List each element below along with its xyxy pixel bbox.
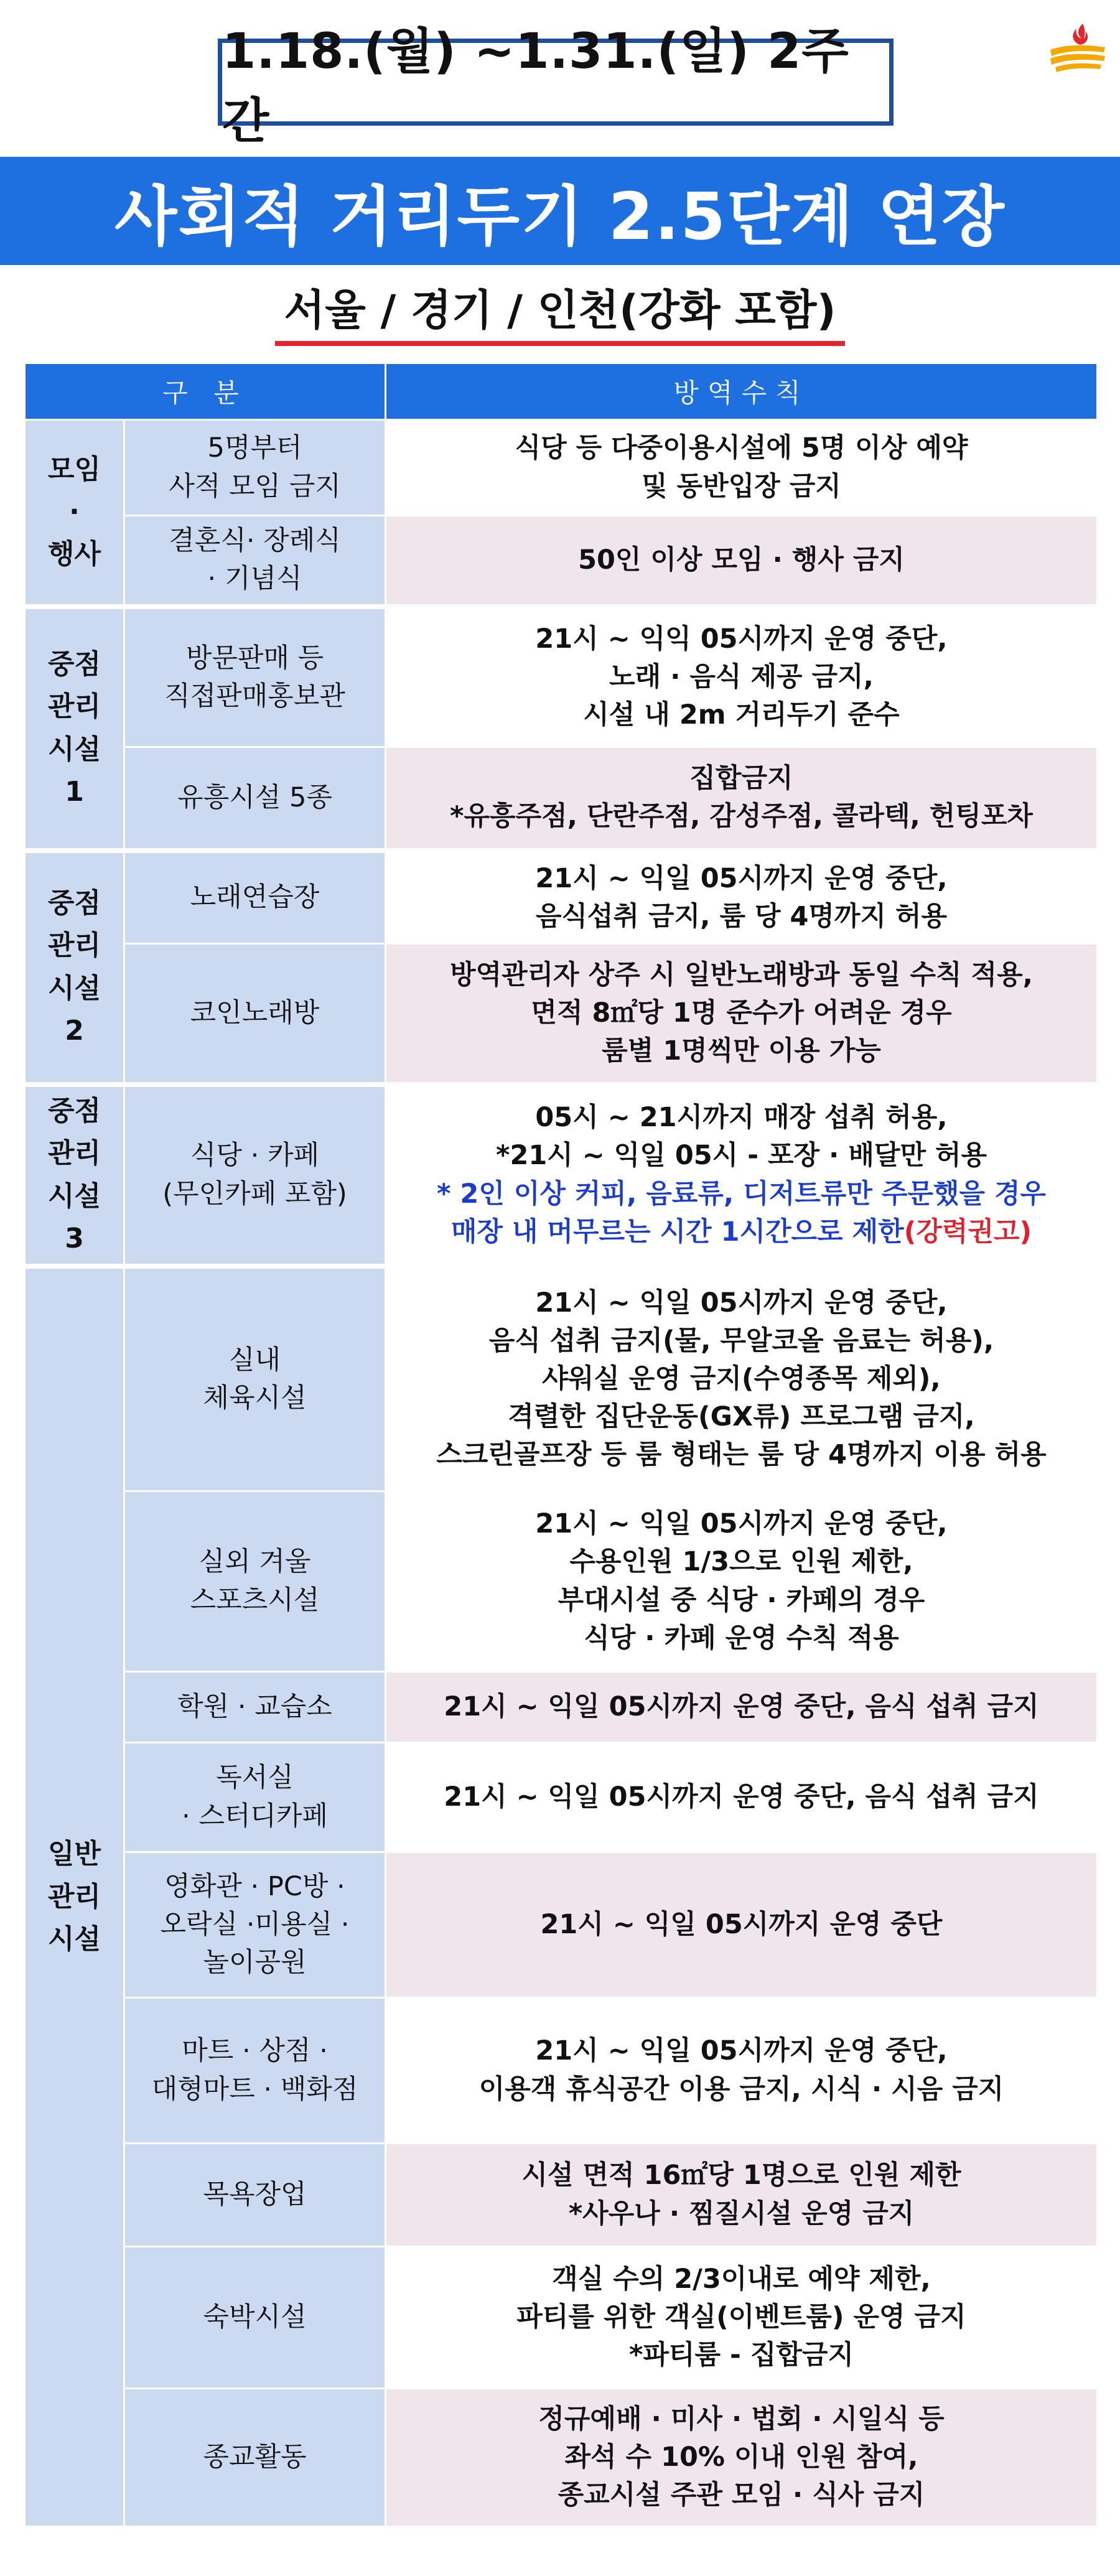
rules-cell: 21시 ~ 익일 05시까지 운영 중단, 수용인원 1/3으로 인원 제한, 부대시설 중 식당 · 카페의 경우 식당 · 카페 운영 수칙 적용 (386, 1491, 1098, 1672)
rules-cell: 50인 이상 모임 · 행사 금지 (386, 516, 1098, 607)
table-row (25, 747, 1098, 851)
title-banner (0, 157, 1120, 265)
rules-cell: 21시 ~ 익일 05시까지 운영 중단, 음식 섭취 금지 (386, 1743, 1098, 1852)
facility-cell: 종교활동 (124, 2389, 386, 2527)
facility-cell: 숙박시설 (124, 2247, 386, 2389)
table-row (25, 851, 1098, 944)
date-range-box (218, 24, 894, 149)
table-row (25, 607, 1098, 747)
facility-cell: 5명부터 사적 모임 금지 (124, 420, 386, 516)
rules-cell: 21시 ~ 익일 05시까지 운영 중단, 음식섭취 금지, 룸 당 4명까지 허용 (386, 851, 1098, 944)
facility-cell: 노래연습장 (124, 851, 386, 944)
rules-cell: 21시 ~ 익일 05시까지 운영 중단 (386, 1852, 1098, 1998)
facility-cell: 독서실 · 스터디카페 (124, 1743, 386, 1852)
table-row (25, 1266, 1098, 1491)
facility-cell: 결혼식· 장례식 · 기념식 (124, 516, 386, 607)
rules-cell: 21시 ~ 익일 05시까지 운영 중단, 음식 섭취 금지 (386, 1672, 1098, 1743)
category-cell: 중점 관리 시설 2 (25, 851, 124, 1085)
category-cell: 중점 관리 시설 1 (25, 607, 124, 851)
table-row (25, 1491, 1098, 1672)
rules-cell: 정규예배 · 미사 · 법회 · 시일식 등 좌석 수 10% 이내 인원 참여, 종교시설 주관 모임 · 식사 금지 (386, 2389, 1098, 2527)
rules-cell: 식당 등 다중이용시설에 5명 이상 예약 및 동반입장 금지 (386, 420, 1098, 516)
facility-cell: 목욕장업 (124, 2144, 386, 2247)
table-row (25, 1998, 1098, 2144)
rules-cell: 시설 면적 16㎡당 1명으로 인원 제한 *사우나 · 찜질시설 운영 금지 (386, 2144, 1098, 2247)
category-cell: 일반 관리 시설 (25, 1266, 124, 2527)
flame-emblem-icon (1047, 21, 1109, 73)
table-row (25, 2389, 1098, 2527)
facility-cell: 코인노래방 (124, 944, 386, 1085)
facility-cell: 유흥시설 5종 (124, 747, 386, 851)
facility-cell: 방문판매 등 직접판매홍보관 (124, 607, 386, 747)
header-rules: 방역수칙 (386, 363, 1098, 420)
region-text: 서울 / 경기 / 인천(강화 포함) (275, 277, 844, 346)
rules-cell: 21시 ~ 익일 05시까지 운영 중단, 이용객 휴식공간 이용 금지, 시식 · 시음 금지 (386, 1998, 1098, 2144)
category-cell: 모임 · 행사 (25, 420, 124, 607)
table-row (25, 1852, 1098, 1998)
rules-table (24, 362, 1098, 2527)
table-row (25, 420, 1098, 516)
rules-cell: 집합금지 *유흥주점, 단란주점, 감성주점, 콜라텍, 헌팅포차 (386, 747, 1098, 851)
category-cell: 중점 관리 시설 3 (25, 1085, 124, 1266)
table-row (25, 944, 1098, 1085)
facility-cell: 실내 체육시설 (124, 1266, 386, 1491)
rules-cell: 05시 ~ 21시까지 매장 섭취 허용, *21시 ~ 익일 05시 - 포장 · 배달만 허용 * 2인 이상 커피, 음료류, 디저트류만 주문했을 경우 매장 내 머무르는 시간 1시간으로 제한(강력권고) (386, 1085, 1098, 1266)
facility-cell: 마트 · 상점 · 대형마트 · 백화점 (124, 1998, 386, 2144)
notice-text: * 2인 이상 커피, 음료류, 디저트류만 주문했을 경우 (436, 1178, 1047, 1210)
facility-cell: 학원 · 교습소 (124, 1672, 386, 1743)
date-range-text: 1.18.(월) ~1.31.(일) 2주간 (222, 24, 849, 149)
facility-cell: 실외 겨울 스포츠시설 (124, 1491, 386, 1672)
facility-cell: 식당 · 카페 (무인카페 포함) (124, 1085, 386, 1266)
rules-cell: 21시 ~ 익익 05시까지 운영 중단, 노래 · 음식 제공 금지, 시설 내 2m 거리두기 준수 (386, 607, 1098, 747)
table-row (25, 1672, 1098, 1743)
rules-cell: 방역관리자 상주 시 일반노래방과 동일 수칙 적용, 면적 8㎡당 1명 준수가 어려운 경우 룸별 1명씩만 이용 가능 (386, 944, 1098, 1085)
facility-cell: 영화관 · PC방 · 오락실 ·미용실 · 놀이공원 (124, 1852, 386, 1998)
notice-text: 매장 내 머무르는 시간 1시간으로 제한 (450, 1216, 904, 1248)
rules-cell: 객실 수의 2/3이내로 예약 제한, 파티를 위한 객실(이벤트룸) 운영 금지 *파티룸 - 집합금지 (386, 2247, 1098, 2389)
table-row (25, 516, 1098, 607)
table-header-row (25, 363, 1098, 420)
rules-cell: 21시 ~ 익일 05시까지 운영 중단, 음식 섭취 금지(물, 무알코올 음료는 허용), 샤워실 운영 금지(수영종목 제외), 격렬한 집단운동(GX류) 프로그램 금지, 스크린골프장 등 룸 형태는 룸 당 4명까지 이용 허용 (386, 1266, 1098, 1491)
table-row (25, 1085, 1098, 1266)
banner-title: 사회적 거리두기 2.5단계 연장 (114, 179, 1006, 254)
region-heading (0, 274, 1120, 348)
table-row (25, 2144, 1098, 2247)
table-row (25, 2247, 1098, 2389)
notice-emphasis: (강력권고) (903, 1216, 1032, 1248)
table-row (25, 1743, 1098, 1852)
header-category: 구 분 (25, 363, 386, 420)
